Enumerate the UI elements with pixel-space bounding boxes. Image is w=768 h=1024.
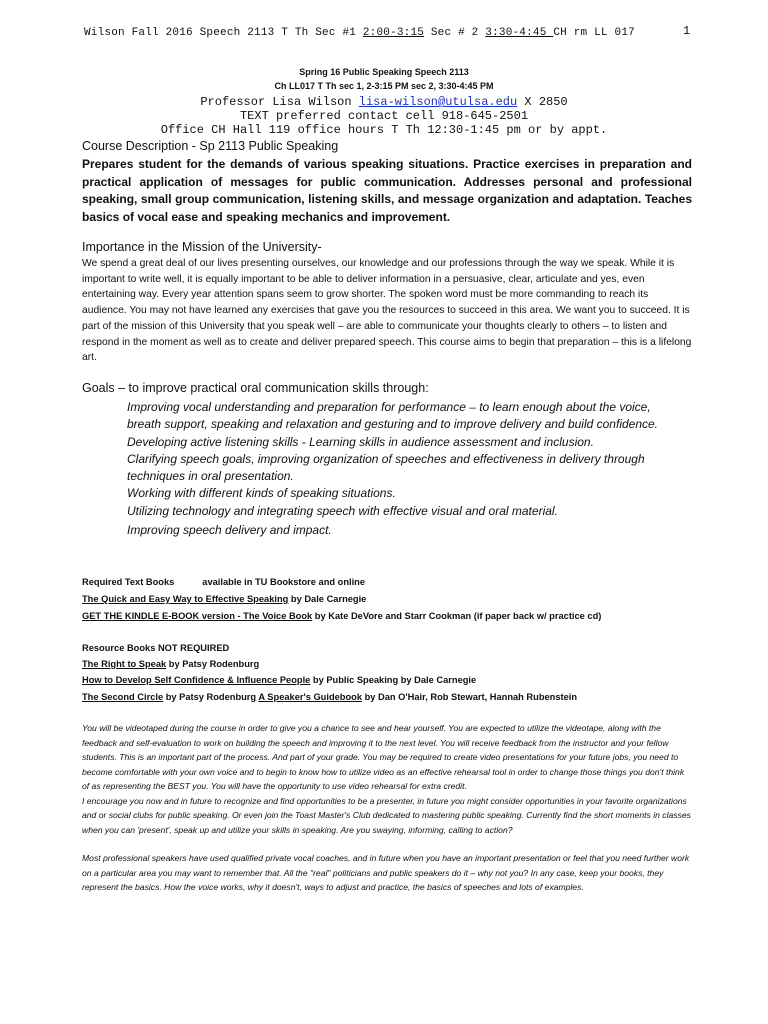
header-mid: Sec # 2 (424, 27, 486, 39)
book-author: by Patsy Rodenburg (166, 659, 260, 669)
goal-item: Clarifying speech goals, improving organization of speeches and effectiveness in delivery through techniques in oral presentation. (127, 451, 645, 484)
resource-book-3 (82, 692, 577, 702)
text-contact: TEXT preferred contact cell 918-645-2501 (239, 109, 529, 123)
book-author: by Public Speaking by Dale Carnegie (310, 675, 477, 685)
mission-body: We spend a great deal of our lives presenting ourselves, our knowledge and our professions through the way we speak. While it is important to write well, it is equally important to be able to deliver information in a persuasive, clear, articulate and yes, even entertaining way. Every year attention spans seem to grow shorter. The spoken word must be more commanding to reach its audience. You may not have learned any exercises that gave you the resources to succeed in this area. We want you to succeed. It is part of the mission of this University that you speak well – are able to communicate your thoughts clearly to others – to listen and respond in the moment as well as to create and deliver prepared speech. This course aims to begin that preparation – this is a lifelong art. (82, 258, 692, 364)
course-title: Spring 16 Public Speaking Speech 2113 (299, 67, 469, 77)
book-title: How to Develop Self Confidence & Influence People (82, 675, 311, 685)
book-author: by Patsy Rodenburg (163, 692, 259, 702)
resource-book-1 (82, 659, 259, 669)
resource-books-heading: Resource Books NOT REQUIRED (82, 643, 230, 653)
email-link[interactable]: lisa-wilson@utulsa.edu (358, 95, 518, 109)
goal-item: Improving speech delivery and impact. (127, 523, 332, 538)
resource-book-2 (82, 675, 476, 685)
book-title: A Speaker's Guidebook (258, 692, 363, 702)
book-title: The Quick and Easy Way to Effective Speaking (82, 594, 289, 604)
mission-heading: Importance in the Mission of the University- (82, 240, 322, 254)
course-schedule: Ch LL017 T Th sec 1, 2-3:15 PM sec 2, 3:30-4:45 PM (274, 81, 494, 91)
header-sec2-time: 3:30-4:45 (485, 27, 554, 39)
book-author: by Dan O'Hair, Rob Stewart, Hannah Rubenstein (362, 692, 578, 702)
required-books-heading: Required Text Books (82, 577, 175, 587)
header-suffix: CH rm LL 017 (553, 27, 635, 39)
required-book-2 (82, 611, 601, 621)
book-author: by Kate DeVore and Starr Cookman (if paper back w/ practice cd) (312, 611, 602, 621)
book-author: by Dale Carnegie (288, 594, 367, 604)
professor-line (0, 95, 768, 109)
coaches-note: Most professional speakers have used qualified private vocal coaches, and in future when you have an important presentation or feel that you need further work on a particular area you may want to remember that. All the "real" politicians and public speakers do it – why not you? In any case, keep your books, they represent the basics. How the voice works, why it doesn't, ways to adjust and practice, the basics of speeches and lots of examples. (82, 853, 690, 892)
goal-item: Improving vocal understanding and preparation for performance – to learn enough about the voice, breath support, speaking and relaxation and gesturing and to improve delivery and build confidence. (127, 400, 659, 432)
goals-list (127, 399, 687, 539)
goal-item: Utilizing technology and integrating speech with effective visual and oral material. (127, 503, 558, 518)
office-hours: Office CH Hall 119 office hours T Th 12:30-1:45 pm or by appt. (160, 123, 608, 137)
page-number: 1 (683, 24, 691, 38)
notes-section (82, 721, 692, 895)
required-book-1 (82, 594, 366, 604)
required-books-line (82, 577, 365, 587)
running-header (84, 27, 635, 39)
header-sec1-time: 2:00-3:15 (362, 27, 425, 39)
phone-extension: X 2850 (517, 95, 568, 109)
course-description-heading: Course Description - Sp 2113 Public Speaking (82, 139, 339, 153)
goal-item: Working with different kinds of speaking situations. (127, 486, 396, 501)
goals-heading: Goals – to improve practical oral communication skills through: (82, 381, 429, 395)
book-title: The Second Circle (82, 692, 164, 702)
video-note: You will be videotaped during the course in order to give you a chance to see and hear yourself. You are expected to utilize the videotape, along with the feedback and self-evaluation to work on building the speech and improving it to the next level. You will receive feedback from the instructor and your fellow students. This is an important part of the process. And part of your grade. You may be required to create video presentations for your future jobs, you need to become comfortable with your own voice and to begin to know how to utilize video as an effective rehearsal tool in order to change those things you don't think of as representing the BEST you. You will have the opportunity to use video rehearsal for extra credit. (82, 723, 685, 791)
opportunities-note: I encourage you now and in future to recognize and find opportunities to be a presenter, in future you might consider opportunities in your favorite organizations and or social clubs for public speaking. Or even join the Toast Master's Club dedicated to mastering public speaking. Currently find the short moments in classes when you can 'present', speak up and utilize your skills in speaking. Are you swaying, informing, calling to action? (82, 795, 691, 835)
book-title: The Right to Speak (82, 659, 167, 669)
goal-item: Developing active listening skills - Learning skills in audience assessment and inclusion. (127, 434, 594, 449)
professor-name: Professor Lisa Wilson (200, 95, 359, 109)
header-prefix: Wilson Fall 2016 Speech 2113 T Th Sec #1 (84, 27, 363, 39)
required-books-availability: available in TU Bookstore and online (202, 577, 366, 587)
course-description-body: Prepares student for the demands of various speaking situations. Practice exercises in preparation and practical application of messages for public communication. Addresses personal and professional speaking, small group communication, listening skills, and message organization and adaptation. Teaches basics of vocal ease and speaking mechanics and improvement. (82, 157, 692, 224)
book-title: GET THE KINDLE E-BOOK version - The Voice Book (82, 611, 313, 621)
